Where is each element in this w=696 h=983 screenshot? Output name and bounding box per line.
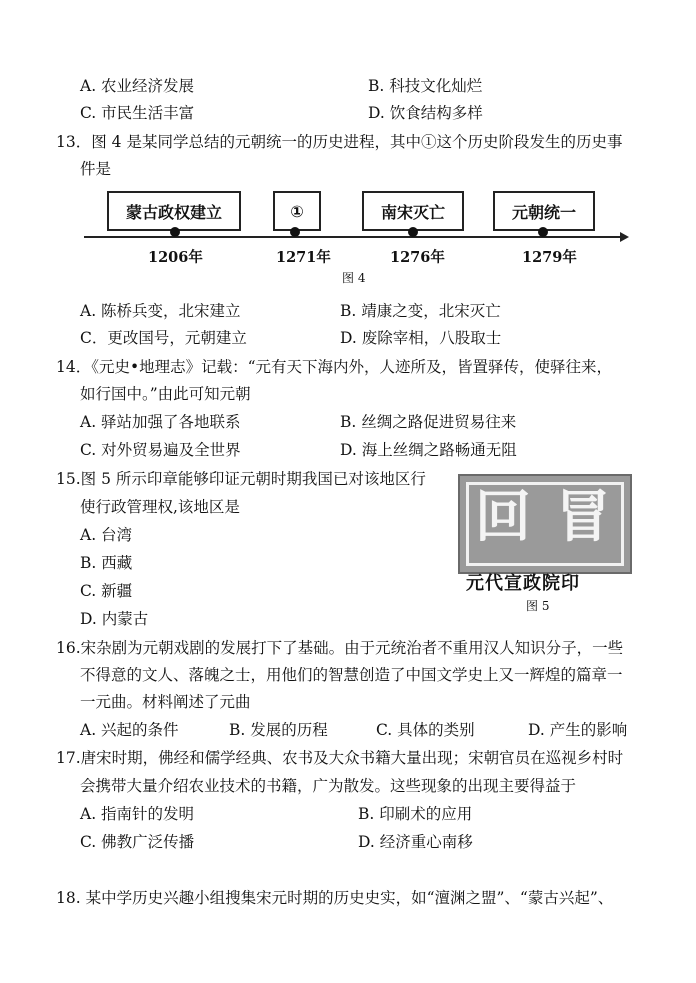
q14-stem-line2: 如行国中。”由此可知元朝 — [80, 385, 251, 403]
timeline-year: 1271年 — [276, 249, 331, 266]
q16-stem-line1: 16.宋杂剧为元朝戏剧的发展打下了基础。由于元统治者不重用汉人知识分子，一些 — [56, 639, 624, 657]
q17-stem-line1: 17.唐宋时期，佛经和儒学经典、农书及大众书籍大量出现；宋朝官员在巡视乡村时 — [56, 749, 624, 767]
q14-stem-line1: 14．《元史•地理志》记载：“元有天下海内外，人迹所及，皆置驿传，使驿往来， — [56, 358, 613, 376]
q18-stem-line1: 18. 某中学历史兴趣小组搜集宋元时期的历史史实，如“澶渊之盟”、“蒙古兴起”、 — [56, 889, 614, 907]
q13-option-a: A. 陈桥兵变，北宋建立 — [80, 302, 241, 320]
timeline-dot — [290, 227, 300, 237]
timeline-box-blank: ① — [273, 191, 321, 231]
timeline-year: 1276年 — [390, 249, 445, 266]
q13-stem-line1: 13．图 4 是某同学总结的元朝统一的历史进程，其中①这个历史阶段发生的历史事 — [56, 133, 623, 151]
timeline-year: 1206年 — [148, 249, 203, 266]
timeline-arrow-icon — [620, 232, 629, 242]
figure-5-caption: 图 5 — [526, 599, 550, 613]
q14-option-c: C. 对外贸易遍及全世界 — [80, 441, 241, 459]
q13-option-d: D. 废除宰相，八股取士 — [340, 329, 502, 347]
q13-option-b: B. 靖康之变，北宋灭亡 — [340, 302, 501, 320]
q15-stem-line2: 使行政管理权,该地区是 — [80, 498, 240, 516]
q17-stem-line2: 会携带大量介绍农业技术的书籍，广为散发。这些现象的出现主要得益于 — [80, 777, 577, 795]
q14-option-b: B. 丝绸之路促进贸易往来 — [340, 413, 517, 431]
figure-4-caption: 图 4 — [342, 271, 366, 285]
q16-option-b: B. 发展的历程 — [229, 721, 328, 739]
q13-stem-line2: 件是 — [80, 160, 112, 178]
timeline-dot — [538, 227, 548, 237]
q16-option-d: D. 产生的影响 — [528, 721, 628, 739]
timeline-dot — [408, 227, 418, 237]
timeline-box-mongol: 蒙古政权建立 — [107, 191, 241, 231]
q12-option-b: B. 科技文化灿烂 — [368, 77, 483, 95]
q15-stem-line1: 15.图 5 所示印章能够印证元朝时期我国已对该地区行 — [56, 470, 426, 488]
q12-option-d: D. 饮食结构多样 — [368, 104, 483, 122]
q15-option-a: A. 台湾 — [80, 526, 133, 544]
seal-label: 元代宣政院印 — [466, 573, 580, 594]
q12-option-a: A. 农业经济发展 — [80, 77, 195, 95]
q16-stem-line3: 一元曲。材料阐述了元曲 — [80, 693, 251, 711]
timeline-box-song-fall: 南宋灭亡 — [362, 191, 464, 231]
q15-option-c: C. 新疆 — [80, 582, 133, 600]
q17-option-d: D. 经济重心南移 — [358, 833, 473, 851]
timeline-dot — [170, 227, 180, 237]
q16-option-a: A. 兴起的条件 — [80, 721, 179, 739]
q17-option-a: A. 指南针的发明 — [80, 805, 195, 823]
q12-option-c: C. 市民生活丰富 — [80, 104, 195, 122]
q17-option-c: C. 佛教广泛传播 — [80, 833, 195, 851]
timeline-box-yuan-unify: 元朝统一 — [493, 191, 595, 231]
seal-image: 回 冒 — [458, 474, 632, 574]
q14-option-d: D. 海上丝绸之路畅通无阻 — [340, 441, 517, 459]
q16-stem-line2: 不得意的文人、落魄之士，用他们的智慧创造了中国文学史上又一辉煌的篇章一 — [80, 666, 623, 684]
q14-option-a: A. 驿站加强了各地联系 — [80, 413, 241, 431]
q17-option-b: B. 印刷术的应用 — [358, 805, 473, 823]
q16-option-c: C. 具体的类别 — [376, 721, 475, 739]
timeline-year: 1279年 — [522, 249, 577, 266]
q13-option-c: C．更改国号，元朝建立 — [80, 329, 247, 347]
q15-option-d: D. 内蒙古 — [80, 610, 149, 628]
q15-option-b: B. 西藏 — [80, 554, 133, 572]
